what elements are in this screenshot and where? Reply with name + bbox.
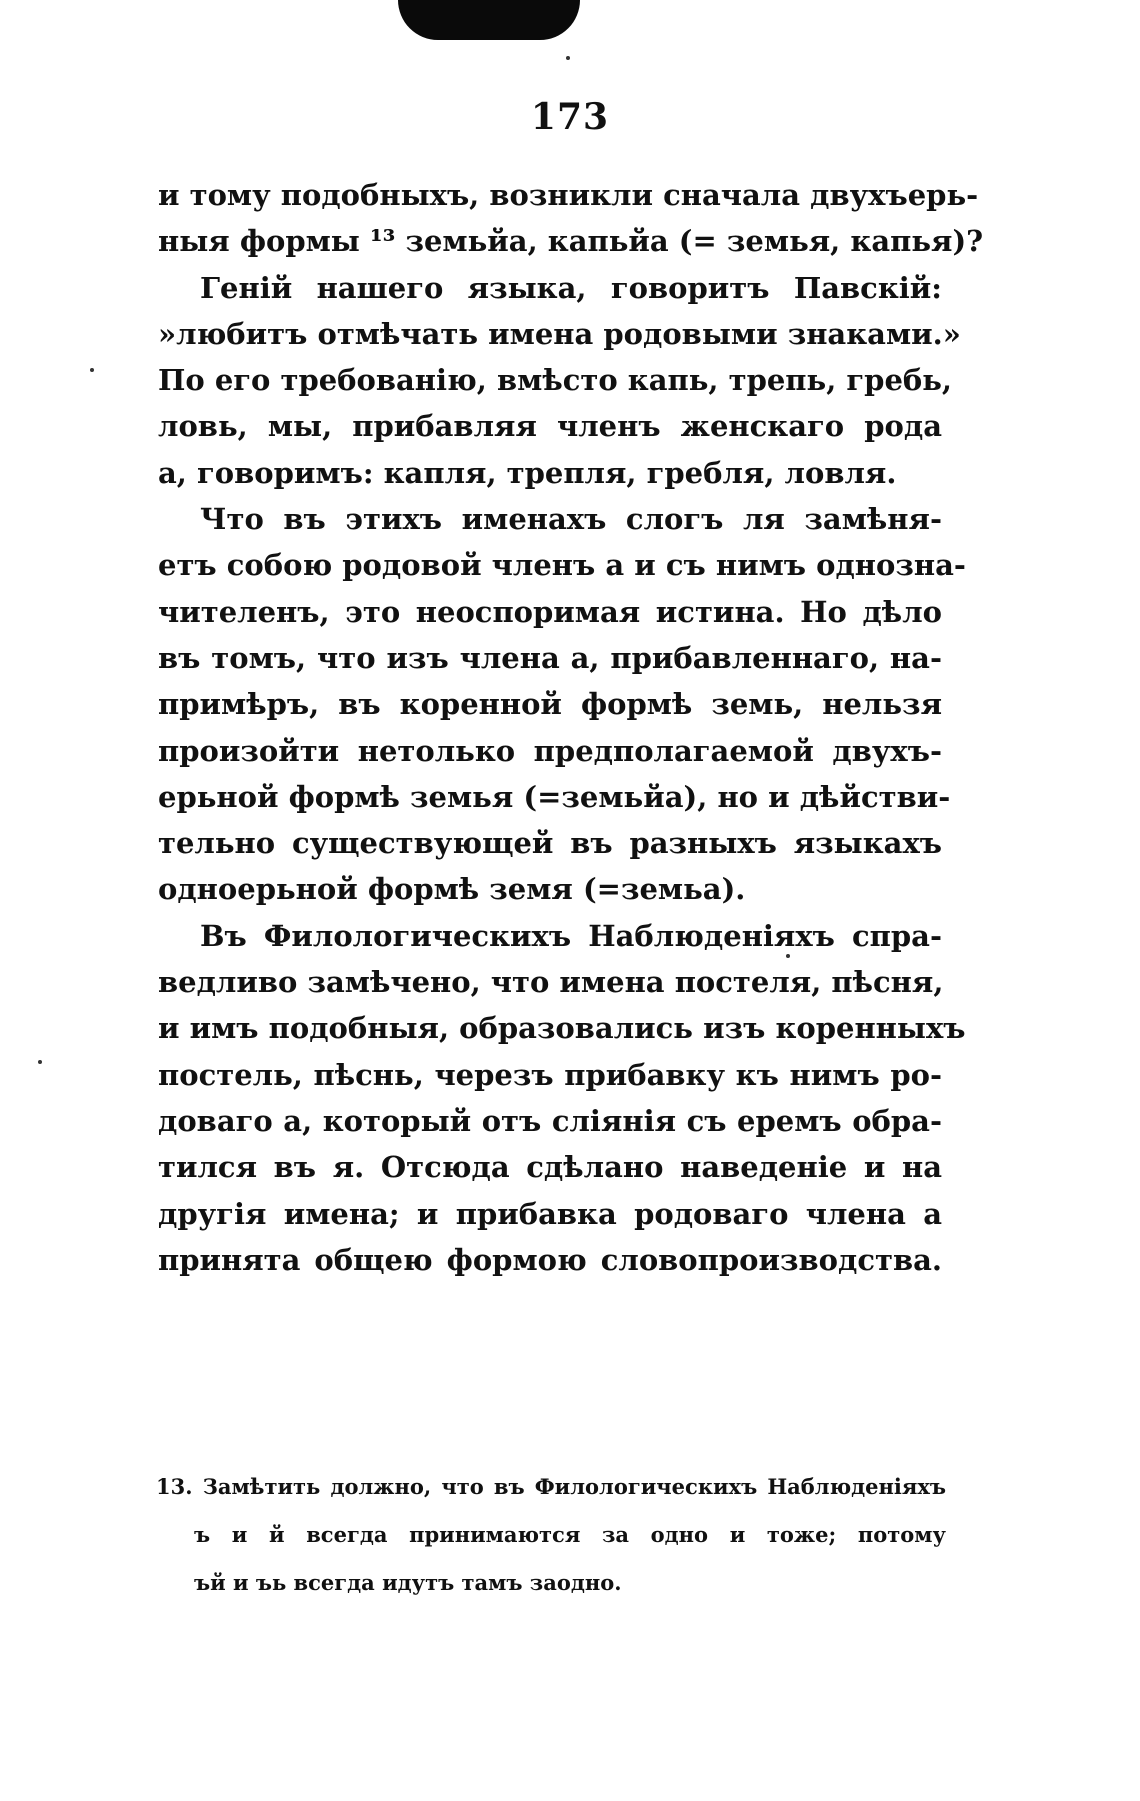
speck-decoration [90, 368, 94, 372]
text-line: ныя формы ¹³ земьйа, капьйа (= земья, капья)? [158, 224, 984, 259]
page-number: 173 [530, 96, 610, 138]
text-line: ловь, мы, прибавляя членъ женскаго рода [158, 409, 942, 444]
text-line: постель, пѣснь, черезъ прибавку къ нимъ ро- [158, 1057, 942, 1092]
text-line: ерьной формѣ земья (=земьйа), но и дѣйстви- [158, 779, 951, 814]
text-line: »любитъ отмѣчать имена родовыми знаками.» [158, 316, 961, 351]
text-line: тельно существующей въ разныхъ языкахъ [158, 826, 942, 861]
text-line: примѣръ, въ коренной формѣ земь, нельзя [158, 687, 942, 722]
text-line: доваго а, который отъ слiянiя съ еремъ обра- [158, 1103, 942, 1138]
text-line: Что въ этихъ именахъ слогъ ля замѣня- [200, 502, 942, 537]
text-line: произойти нетолько предполагаемой двухъ- [158, 733, 942, 768]
text-line: етъ собою родовой членъ а и съ нимъ однозна- [158, 548, 966, 583]
footnote-line: ъй и ъь всегда идутъ тамъ заодно. [194, 1570, 622, 1595]
speck-decoration [566, 56, 570, 60]
text-line: чителенъ, это неоспоримая истина. Но дѣло [158, 594, 942, 629]
text-line: тился въ я. Отсюда сдѣлано наведенiе и на [158, 1150, 942, 1185]
footnote-line: 13. Замѣтить должно, что въ Филологическихъ Наблюденiяхъ [156, 1474, 946, 1499]
text-line: Въ Филологическихъ Наблюденiяхъ спра- [200, 918, 942, 953]
text-line: въ томъ, что изъ члена а, прибавленнаго, на- [158, 640, 942, 675]
main-text [158, 172, 984, 1283]
text-line: принята общею формою словопроизводства. [158, 1242, 942, 1277]
text-line: и имъ подобныя, образовались изъ коренныхъ [158, 1011, 966, 1046]
text-line: По его требованiю, вмѣсто капь, трепь, гребь, [158, 363, 953, 398]
footnote [156, 1463, 946, 1607]
text-line: другiя имена; и прибавка родоваго члена а [158, 1196, 942, 1231]
text-line: Генiй нашего языка, говоритъ Павскiй: [200, 270, 942, 305]
speck-decoration [38, 1060, 42, 1064]
text-line: одноерьной формѣ земя (=земьа). [158, 872, 746, 907]
footnote-line: ъ и й всегда принимаются за одно и тоже; потому [194, 1522, 946, 1547]
text-line: ведливо замѣчено, что имена постеля, пѣсня, [158, 965, 944, 1000]
text-line: а, говоримъ: капля, трепля, гребля, ловля. [158, 455, 897, 490]
ink-blot-decoration [398, 0, 580, 40]
text-line: и тому подобныхъ, возникли сначала двухъерь- [158, 178, 979, 212]
